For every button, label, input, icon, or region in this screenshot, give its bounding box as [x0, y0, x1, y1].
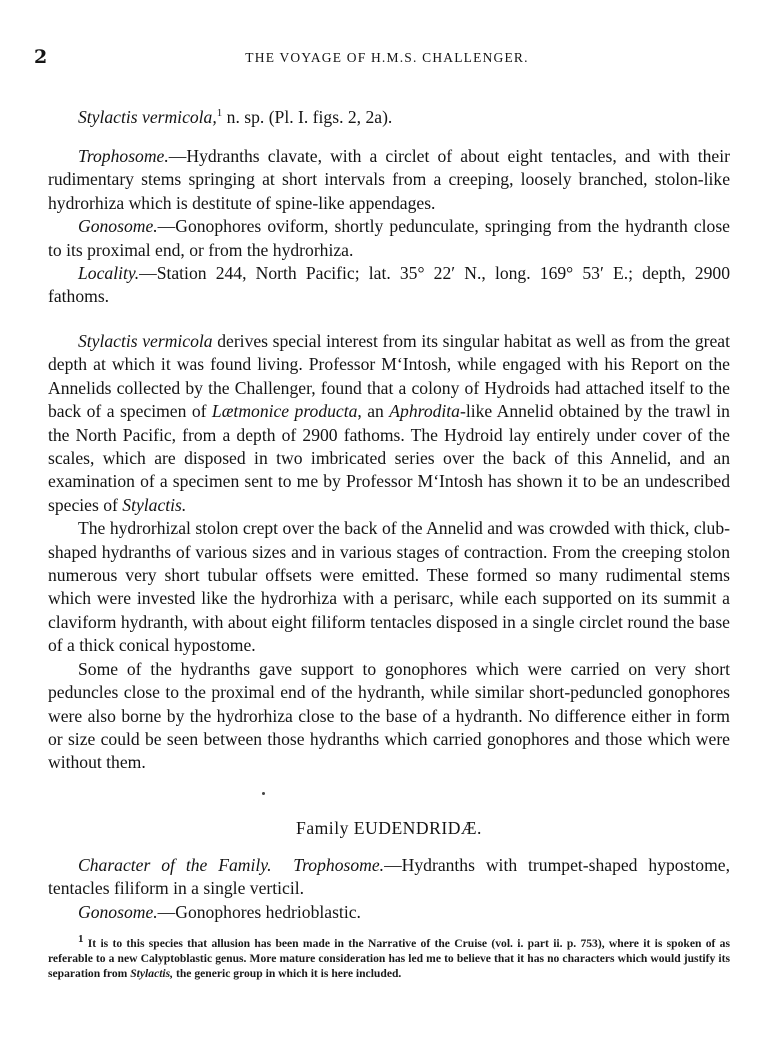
page-number: 2 — [34, 46, 48, 68]
locality-paragraph — [48, 262, 730, 309]
family-character — [48, 854, 730, 924]
trophosome-paragraph — [48, 145, 730, 215]
stray-mark — [262, 792, 265, 795]
body-paragraph-1 — [48, 330, 730, 517]
stylactis-ref: Stylactis. — [122, 494, 187, 515]
laetmonice-ref: Lætmonice producta — [211, 401, 358, 422]
gonosome-paragraph — [48, 215, 730, 262]
footnote-genus: Stylactis, — [130, 967, 174, 980]
family-trophosome-label: Trophosome. — [293, 855, 385, 875]
body-text — [48, 330, 730, 775]
species-ref: Stylactis vermicola — [78, 331, 213, 351]
body-text-run: -like Annelid obtained by the trawl in the North Pacific, from a depth of 2900 fathoms. The Hydroid lay entirely under cover of the scales, which are disposed in two imbricated series over the back of this Annelid, and an examination of a specimen sent to me by Professor M‘Intosh has shown it to be an undescribed species of — [48, 401, 730, 515]
running-title: THE VOYAGE OF H.M.S. CHALLENGER. — [245, 50, 529, 65]
gonosome-label: Gonosome. — [78, 216, 158, 237]
body-text-run: derives special interest from its singular habitat as well as from the great depth at which it was found living. Professor M‘Intosh, while engaged with his Report on the Annelids collected by the Challenger, found that a colony of Hydroids had attached itself to the back of a specimen of — [48, 331, 730, 422]
footnote-mark[interactable]: 1 — [216, 107, 223, 120]
family-gonosome-text: —Gonophores hedrioblastic. — [157, 901, 361, 922]
family-trophosome-text: —Hydranths with trumpet-shaped hypostome, tentacles filiform in a single verticil. — [48, 855, 730, 899]
aphrodita-ref: Aphrodita — [389, 401, 460, 422]
character-label: Character of the Family. — [78, 855, 272, 875]
trophosome-text: —Hydranths clavate, with a circlet of about eight tentacles, and with their rudimentary stems springing at short intervals from a creeping, loosely branched, stolon-like hydrorhiza which is destitute of spine-like appendages. — [48, 146, 730, 213]
locality-label: Locality. — [78, 263, 140, 284]
footnote-text-end: the generic group in which it is here included. — [173, 967, 402, 980]
gonosome-text: —Gonophores oviform, shortly pedunculate, springing from the hydranth close to its proximal end, or from the hydrorhiza. — [48, 216, 730, 260]
species-plate-ref: n. sp. (Pl. I. figs. 2, 2a). — [222, 107, 393, 127]
footnote-number: 1 — [78, 933, 84, 946]
locality-text: —Station 244, North Pacific; lat. 35° 22′ N., long. 169° 53′ E.; depth, 2900 fathoms. — [48, 263, 730, 307]
family-title: Family EUDENDRIDÆ. — [296, 818, 482, 838]
body-paragraph-3: Some of the hydranths gave support to gonophores which were carried on very short peduncles close to the proximal end of the hydranth, while similar short-peduncled gonophores were also borne by the hydrorhiza close to the base of a hydranth. No difference either in form or size could be seen between those hydranths which carried gonophores and those which were without them. — [48, 658, 730, 773]
family-trophosome-paragraph — [48, 854, 730, 901]
trophosome-label: Trophosome. — [78, 146, 169, 166]
family-gonosome-label: Gonosome. — [78, 901, 158, 922]
page-header — [34, 46, 740, 70]
species-name: Stylactis vermicola, — [78, 107, 217, 127]
species-heading — [48, 106, 730, 129]
footnote — [48, 933, 730, 981]
footnote-text: It is to this species that allusion has been made in the Narrative of the Cruise (vol. i. part ii. p. 753), where it is spoken of as referable to a new Calyptoblastic genus. More mature consideration has led me to believe that it has no characters which would justify its separation from — [48, 937, 730, 980]
family-gonosome-paragraph — [48, 901, 730, 924]
body-paragraph-2: The hydrorhizal stolon crept over the back of the Annelid and was crowded with thick, club-shaped hydranths of various sizes and in various stages of contraction. From the creeping stolon numerous very short tubular offsets were emitted. These formed so many rudimental stems which were invested like the hydrorhiza with a perisarc, while each supported on its summit a claviform hydranth, with about eight filiform tentacles disposed in a single circlet round the base of a thick conical hypostome. — [48, 518, 730, 656]
body-text-run: , an — [357, 401, 390, 422]
species-diagnosis — [48, 145, 730, 309]
